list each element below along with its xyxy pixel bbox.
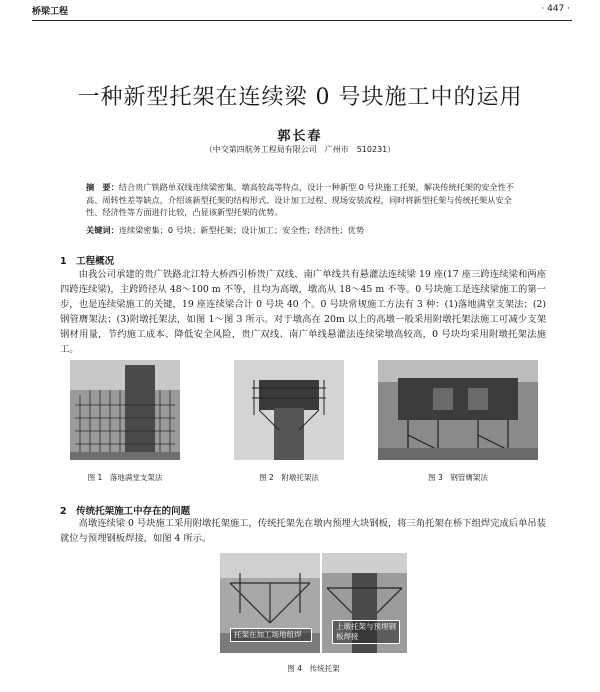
keywords-label: 关键词： bbox=[86, 225, 119, 235]
author-affiliation: （中交第四航务工程局有限公司 广州市 510231） bbox=[204, 145, 396, 154]
abstract-label: 摘 要： bbox=[86, 182, 119, 192]
figure-1-caption: 图 1 落地满堂支架法 bbox=[87, 473, 163, 482]
page-header bbox=[32, 4, 572, 21]
journal-name: 桥梁工程 bbox=[32, 7, 69, 17]
section-2-paragraph: 高墩连续梁 0 号块施工采用附墩托架施工，传统托架先在墩内预埋大块钢板，将三角托架在桥下组焊完成后单吊装就位与预埋钢板焊接，如图 4 所示。 bbox=[60, 518, 546, 544]
keywords bbox=[86, 225, 524, 236]
figure-4-right-label: 上墩托架与预埋钢板焊接 bbox=[332, 620, 400, 644]
figure-1-photo bbox=[70, 360, 180, 460]
abstract bbox=[86, 181, 524, 219]
abstract-text: 结合贵广铁路单双线连续梁密集、墩高较高等特点，设计一种新型 0 号块施工托架，解决传统托架的安全性不高、周转性差等缺点，介绍该新型托架的结构形式、设计加工过程、现场安装流程，同时将新型托架与传统托架从安全性、经济性等方面进行比较，凸显该新型托架的优势。 bbox=[86, 182, 514, 217]
figure-2-photo bbox=[234, 360, 344, 460]
page-number: · 447 · bbox=[541, 4, 570, 14]
section-2-heading: 2 传统托架施工中存在的问题 bbox=[60, 506, 191, 517]
keywords-text: 连续梁密集；0 号块；新型托架；设计加工；安全性；经济性；优势 bbox=[118, 225, 365, 235]
section-1-heading: 1 工程概况 bbox=[60, 256, 115, 267]
figure-3-photo bbox=[378, 360, 538, 460]
article-title: 一种新型托架在连续梁 0 号块施工中的运用 bbox=[77, 85, 523, 110]
figure-4-left-label: 托架在加工场地组焊 bbox=[230, 628, 312, 642]
figure-2-caption: 图 2 附墩托架法 bbox=[259, 473, 319, 482]
author-name: 郭长春 bbox=[277, 129, 323, 144]
figure-3-caption: 图 3 钢管膺架法 bbox=[428, 473, 488, 482]
section-1-paragraph: 由我公司承建的贵广铁路北江特大桥西引桥贵广双线、南广单线共有悬灌法连续梁 19 座(17 座三跨连续梁和两座四跨连续梁)，主跨跨径从 48～100 m 不等，且均为高墩，墩高从 18～45 m 不等。0 号块施工是连续梁施工的第一步，也是连续梁施工的关键，19 座连续梁合计 0 号块 40 个。0 号块常规施工方法有 3 种：(1)落地满堂支架法；(2)钢管膺架法；(3)附墩托架法，如图 1～图 3 所示。对于墩高在 20m 以上的高墩一般采用附墩托架法施工可减少支架钢材用量，节约施工成本、降低安全风险，贵广双线、南广单线悬灌法连续梁墩高较高，0 号块均采用附墩托架法施工。 bbox=[60, 269, 546, 355]
figure-4-caption: 图 4 传统托架 bbox=[287, 664, 340, 673]
